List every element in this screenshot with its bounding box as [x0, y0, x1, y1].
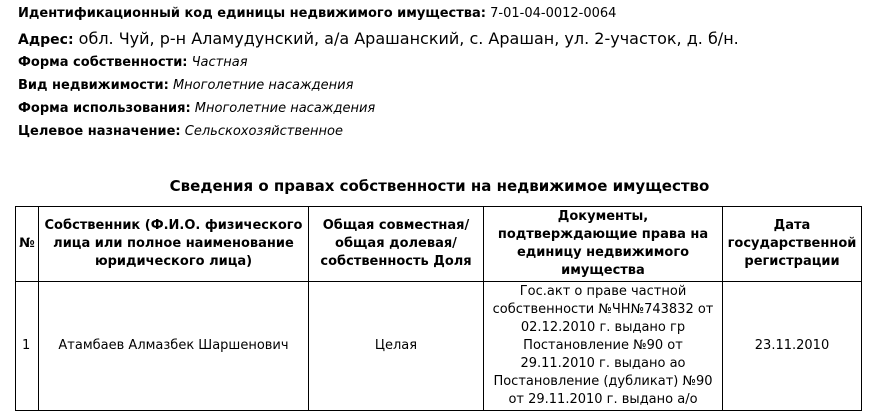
rights-section-title: Сведения о правах собственности на недвижимое имущество [169, 177, 710, 195]
row-documents: Гос.акт о праве частной собственности №ЧН№743832 от 02.12.2010 г. выдано гр Постановление №90 от 29.11.2010 г. выдано ао Постановление (дубликат) №90 от 29.11.2010 г. выдано а/о [484, 282, 723, 411]
property-info [18, 4, 871, 145]
ownership-value: Частная [191, 55, 248, 70]
row-date: 23.11.2010 [723, 282, 862, 411]
usage-label: Форма использования: [18, 101, 191, 116]
property-type-row [18, 76, 871, 99]
header-date: Дата государственной регистрации [723, 207, 862, 282]
usage-row [18, 99, 871, 122]
purpose-label: Целевое назначение: [18, 124, 181, 139]
property-id-row [18, 4, 871, 27]
address-label: Адрес: [18, 32, 74, 48]
header-share: Общая совместная/ общая долевая/ собственность Доля [309, 207, 484, 282]
purpose-value: Сельскохозяйственное [184, 124, 343, 139]
usage-value: Многолетние насаждения [194, 101, 376, 116]
table-header-row [16, 207, 862, 282]
row-owner: Атамбаев Алмазбек Шаршенович [39, 282, 309, 411]
property-type-value: Многолетние насаждения [172, 78, 354, 93]
property-id-value: 7-01-04-0012-0064 [490, 6, 617, 21]
ownership-row [18, 53, 871, 76]
header-documents: Документы, подтверждающие права на единицу недвижимого имущества [484, 207, 723, 282]
header-num: № [16, 207, 39, 282]
property-type-label: Вид недвижимости: [18, 78, 169, 93]
property-id-label: Идентификационный код единицы недвижимого имущества: [18, 6, 486, 21]
row-num: 1 [16, 282, 39, 411]
rights-table [15, 206, 862, 411]
header-owner: Собственник (Ф.И.О. физического лица или полное наименование юридического лица) [39, 207, 309, 282]
purpose-row [18, 122, 871, 145]
ownership-label: Форма собственности: [18, 55, 188, 70]
address-value: обл. Чуй, р-н Аламудунский, а/а Арашанский, с. Арашан, ул. 2-участок, д. б/н. [78, 29, 739, 48]
address-row [18, 27, 871, 53]
table-row [16, 282, 862, 411]
row-share: Целая [309, 282, 484, 411]
